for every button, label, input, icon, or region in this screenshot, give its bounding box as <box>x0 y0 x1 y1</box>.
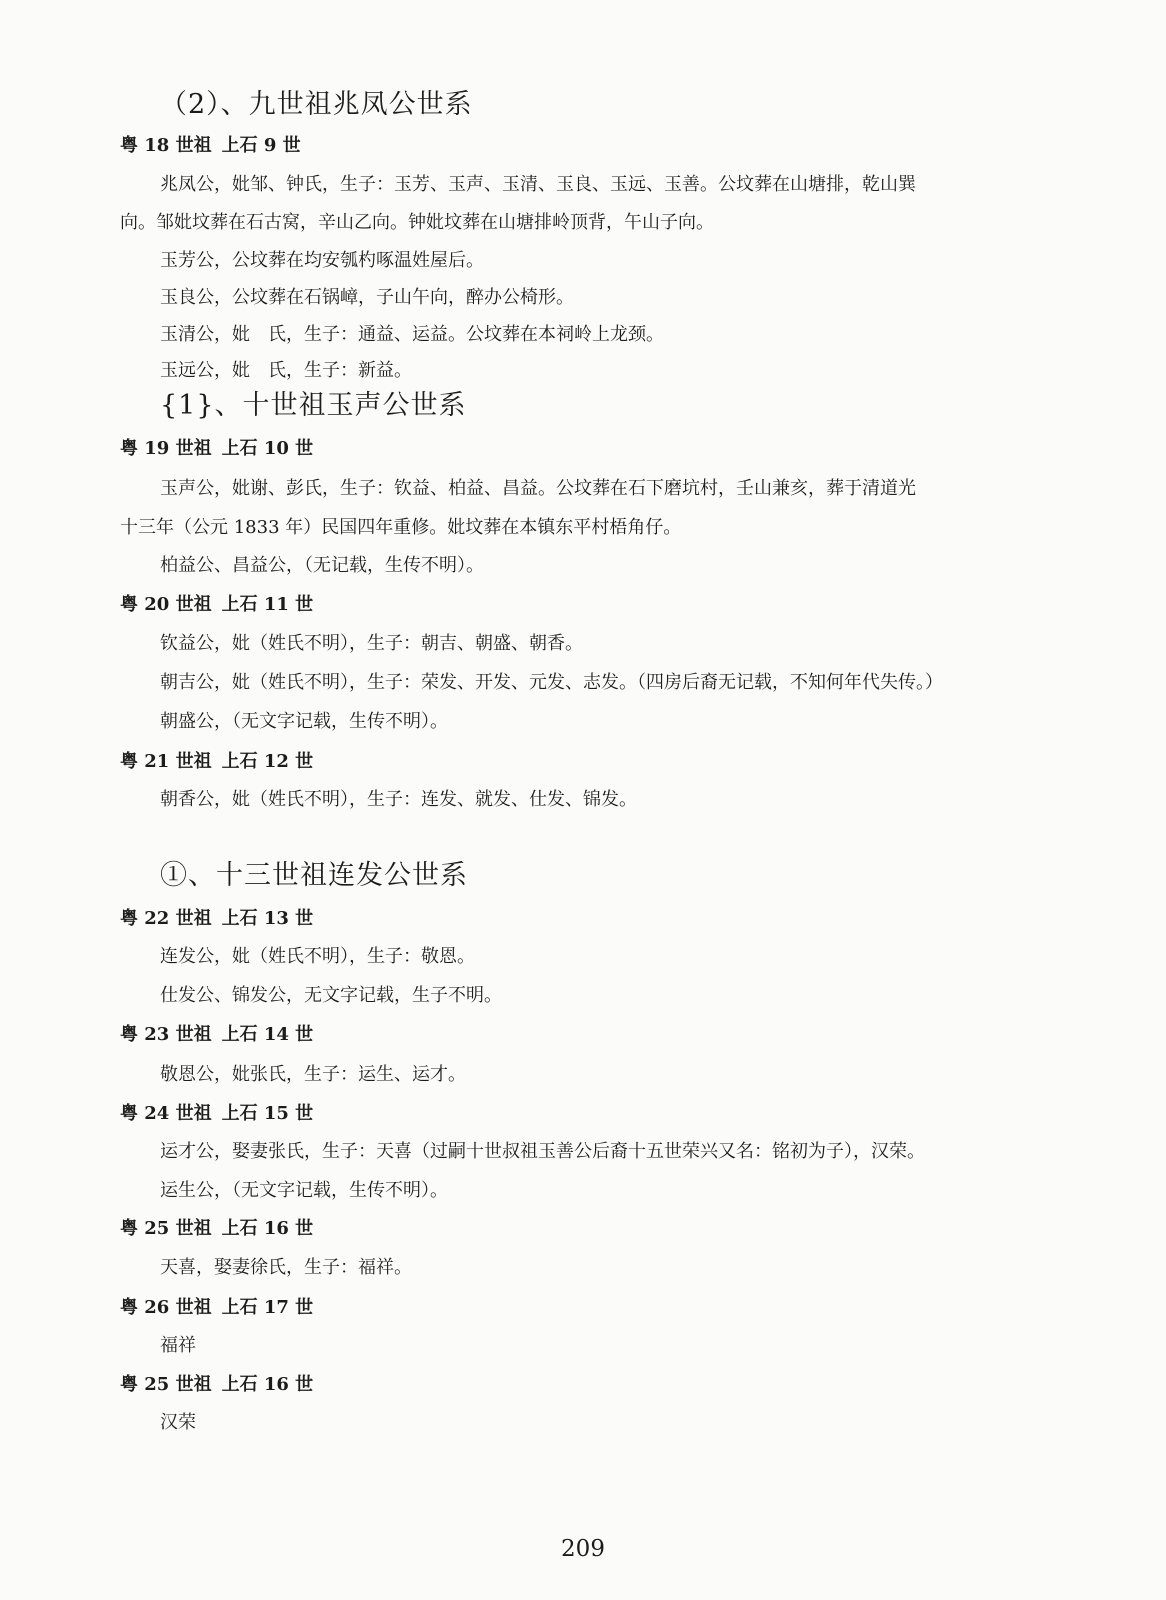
paragraph-qinyi: 钦益公，妣（姓氏不明），生子：朝吉、朝盛、朝香。 <box>160 633 583 654</box>
paragraph-yufang: 玉芳公，公坟葬在均安瓠杓啄温姓屋后。 <box>160 250 484 271</box>
generation-label: 粤 22 世祖 上石 13 世 <box>120 908 314 929</box>
section-heading-13th-lianfa: ①、十三世祖连发公世系 <box>160 860 468 891</box>
generation-label: 粤 20 世祖 上石 11 世 <box>120 594 314 615</box>
paragraph-yuliang: 玉良公，公坟葬在石锅嶂，子山午向，醉办公椅形。 <box>160 287 574 308</box>
paragraph-shifa-jinfa: 仕发公、锦发公，无文字记载，生子不明。 <box>160 985 502 1006</box>
generation-label: 粤 24 世祖 上石 15 世 <box>120 1103 314 1124</box>
page-number: 209 <box>561 1536 605 1562</box>
generation-label: 粤 19 世祖 上石 10 世 <box>120 438 314 459</box>
paragraph-chaoxiang: 朝香公，妣（姓氏不明），生子：连发、就发、仕发、锦发。 <box>160 789 637 810</box>
paragraph-chaosheng: 朝盛公，（无文字记载，生传不明）。 <box>160 711 448 732</box>
generation-label: 粤 18 世祖 上石 9 世 <box>120 135 301 156</box>
section-heading-10th-yusheng: {1}、十世祖玉声公世系 <box>160 390 467 421</box>
paragraph-baiyi-changyi: 柏益公、昌益公，（无记载，生传不明）。 <box>160 555 484 576</box>
paragraph-tianxi: 天喜，娶妻徐氏，生子：福祥。 <box>160 1257 412 1278</box>
generation-label: 粤 25 世祖 上石 16 世 <box>120 1374 314 1395</box>
paragraph-zhaofeng: 兆凤公，妣邹、钟氏，生子：玉芳、玉声、玉清、玉良、玉远、玉善。公坟葬在山塘排，乾山巽 <box>160 174 916 195</box>
paragraph-yusheng: 玉声公，妣谢、彭氏，生子：钦益、柏益、昌益。公坟葬在石下磨坑村，壬山兼亥，葬于清道光 <box>160 478 916 499</box>
generation-label: 粤 26 世祖 上石 17 世 <box>120 1297 314 1318</box>
paragraph-zhaofeng-cont: 向。邹妣坟葬在石古窝，辛山乙向。钟妣坟葬在山塘排岭顶背，午山子向。 <box>120 212 714 233</box>
generation-label: 粤 23 世祖 上石 14 世 <box>120 1024 314 1045</box>
generation-label: 粤 21 世祖 上石 12 世 <box>120 751 314 772</box>
paragraph-hanrong: 汉荣 <box>160 1412 196 1433</box>
paragraph-yunsheng: 运生公，（无文字记载，生传不明）。 <box>160 1180 448 1201</box>
paragraph-yuyuan: 玉远公，妣 氏，生子：新益。 <box>160 360 412 381</box>
paragraph-yusheng-cont: 十三年（公元 1833 年）民国四年重修。妣坟葬在本镇东平村梧角仔。 <box>120 517 682 538</box>
section-heading-9th-zhaofeng: （2）、九世祖兆凤公世系 <box>160 89 473 120</box>
paragraph-fuxiang: 福祥 <box>160 1335 196 1356</box>
paragraph-lianfa: 连发公，妣（姓氏不明），生子：敬恩。 <box>160 946 475 967</box>
generation-label: 粤 25 世祖 上石 16 世 <box>120 1218 314 1239</box>
paragraph-jingen: 敬恩公，妣张氏，生子：运生、运才。 <box>160 1064 466 1085</box>
paragraph-chaoji: 朝吉公，妣（姓氏不明），生子：荣发、开发、元发、志发。（四房后裔无记载，不知何年代失传。） <box>160 672 943 693</box>
paragraph-yuncai: 运才公，娶妻张氏，生子：天喜（过嗣十世叔祖玉善公后裔十五世荣兴又名：铭初为子），汉荣。 <box>160 1141 925 1162</box>
paragraph-yuqing: 玉清公，妣 氏，生子：通益、运益。公坟葬在本祠岭上龙颈。 <box>160 324 664 345</box>
